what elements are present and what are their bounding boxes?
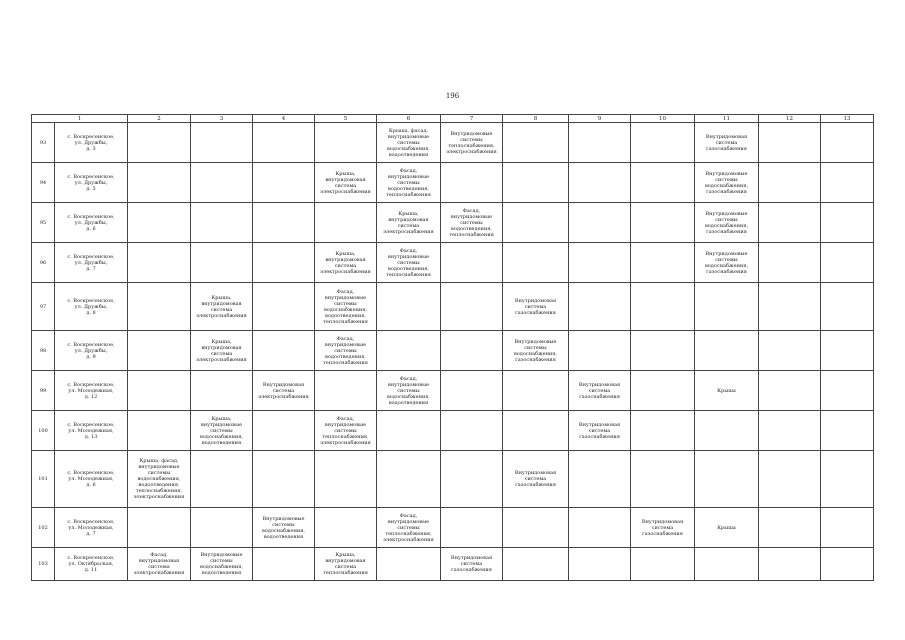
cell-text: Крыша, фасад, внутридомовые системы водоснабжения, водоотведения, теплоснабжения, электроснабжения [133, 458, 185, 500]
cell-text: Крыша, внутридомовая система электроснабжения [196, 338, 247, 363]
work-cell [759, 548, 821, 581]
repair-schedule-table [31, 114, 874, 581]
cell-text: 102 [38, 524, 48, 531]
work-cell [253, 451, 315, 508]
work-cell [128, 163, 191, 203]
page-number: 196 [445, 92, 460, 100]
work-cell [128, 508, 191, 548]
work-cell [315, 123, 377, 163]
work-cell [631, 331, 695, 371]
column-header: 10 [631, 115, 695, 123]
cell-text: Фасад, внутридомовые системы водоотведения, теплоснабжения [323, 335, 368, 366]
cell-text: Внутридомовая система газоснабжения [578, 381, 621, 400]
cell-text: 93 [39, 139, 47, 146]
work-cell [253, 243, 315, 283]
work-cell [377, 123, 441, 163]
work-cell [695, 331, 759, 371]
work-cell [503, 451, 569, 508]
work-cell [377, 331, 441, 371]
work-cell [441, 123, 503, 163]
address-cell [55, 451, 128, 508]
column-header: 5 [315, 115, 377, 123]
work-cell [315, 163, 377, 203]
work-cell [128, 451, 191, 508]
cell-text: Фасад, внутридомовые системы водоотведения, теплоснабжения [386, 247, 431, 278]
work-cell [569, 508, 631, 548]
work-cell [821, 451, 874, 508]
row-number-cell [32, 243, 55, 283]
work-cell [377, 508, 441, 548]
work-cell [191, 243, 253, 283]
work-cell [377, 411, 441, 451]
table-row [32, 331, 874, 371]
work-cell [377, 371, 441, 411]
work-cell [191, 123, 253, 163]
column-header: 7 [441, 115, 503, 123]
work-cell [569, 411, 631, 451]
column-header: 11 [695, 115, 759, 123]
work-cell [441, 283, 503, 331]
cell-text: Крыша, внутридомовая система электроснабжения [196, 294, 247, 319]
cell-text: 94 [39, 179, 47, 186]
work-cell [695, 548, 759, 581]
cell-text: Внутридомовые системы водоснабжения, газоснабжения [513, 338, 557, 363]
cell-text: с. Воскресенское, ул. Дружбы, д. 8 [67, 297, 115, 316]
cell-text: Фасад, внутридомовые системы водоснабжения, водоотведения, теплоснабжения [323, 288, 368, 325]
cell-text: Внутридомовые системы водоснабжения, водоотведения [261, 515, 305, 540]
work-cell [503, 283, 569, 331]
work-cell [253, 371, 315, 411]
work-cell [695, 243, 759, 283]
cell-text: Крыша [717, 524, 736, 531]
row-number-cell [32, 203, 55, 243]
work-cell [253, 548, 315, 581]
column-header: 12 [759, 115, 821, 123]
cell-text: с. Воскресенское, ул. Молодежная, д. 13 [67, 421, 115, 440]
work-cell [503, 411, 569, 451]
work-cell [191, 411, 253, 451]
cell-text: Фасад, внутридомовые системы водоотведения, теплоснабжения [386, 167, 431, 198]
work-cell [821, 163, 874, 203]
work-cell [315, 371, 377, 411]
work-cell [569, 283, 631, 331]
work-cell [441, 371, 503, 411]
work-cell [377, 283, 441, 331]
table-row [32, 163, 874, 203]
cell-text: с. Воскресенское, ул. Дружбы, д. 3 [67, 133, 115, 152]
work-cell [503, 123, 569, 163]
work-cell [631, 123, 695, 163]
work-cell [253, 123, 315, 163]
row-number-cell [32, 371, 55, 411]
work-cell [128, 371, 191, 411]
cell-text: Внутридомовая система электроснабжения [258, 381, 309, 400]
work-cell [759, 163, 821, 203]
work-cell [821, 203, 874, 243]
work-cell [253, 508, 315, 548]
cell-text: Внутридомовая система газоснабжения [578, 421, 621, 440]
work-cell [315, 451, 377, 508]
row-number-cell [32, 411, 55, 451]
work-cell [441, 243, 503, 283]
work-cell [377, 243, 441, 283]
work-cell [503, 203, 569, 243]
cell-text: Фасад, внутридомовые системы теплоснабжения, электроснабжения [383, 512, 434, 543]
work-cell [631, 243, 695, 283]
cell-text: с. Воскресенское, ул. Дружбы, д. 5 [67, 173, 115, 192]
work-cell [631, 548, 695, 581]
work-cell [503, 548, 569, 581]
work-cell [191, 548, 253, 581]
work-cell [315, 411, 377, 451]
work-cell [441, 451, 503, 508]
column-header: 1 [32, 115, 128, 123]
work-cell [253, 163, 315, 203]
address-cell [55, 123, 128, 163]
row-number-cell [32, 123, 55, 163]
work-cell [631, 203, 695, 243]
cell-text: с. Воскресенское, ул. Молодежная, д. 12 [67, 381, 115, 400]
cell-text: 96 [39, 259, 47, 266]
work-cell [253, 203, 315, 243]
cell-text: Крыша, внутридомовая система теплоснабжения [323, 552, 368, 576]
work-cell [128, 548, 191, 581]
work-cell [821, 508, 874, 548]
work-cell [377, 548, 441, 581]
work-cell [191, 283, 253, 331]
cell-text: Крыша, фасад, внутридомовые системы водоснабжения, водоотведения [386, 127, 430, 158]
work-cell [191, 371, 253, 411]
cell-text: с. Воскресенское, ул. Дружбы, д. 7 [67, 253, 115, 272]
cell-text: Внутридомовые системы водоснабжения, газоснабжения [704, 210, 748, 235]
work-cell [695, 371, 759, 411]
work-cell [191, 508, 253, 548]
table-row [32, 508, 874, 548]
table-row [32, 451, 874, 508]
address-cell [55, 243, 128, 283]
cell-text: 99 [39, 387, 47, 394]
address-cell [55, 203, 128, 243]
work-cell [569, 163, 631, 203]
work-cell [569, 123, 631, 163]
table-row [32, 123, 874, 163]
work-cell [569, 548, 631, 581]
column-header: 3 [191, 115, 253, 123]
work-cell [441, 163, 503, 203]
work-cell [759, 508, 821, 548]
row-number-cell [32, 331, 55, 371]
address-cell [55, 548, 128, 581]
table-row [32, 371, 874, 411]
work-cell [821, 243, 874, 283]
work-cell [315, 548, 377, 581]
work-cell [631, 451, 695, 508]
cell-text: Внутридомовая система газоснабжения [641, 518, 684, 537]
column-header: 6 [377, 115, 441, 123]
cell-text: Крыша, внутридомовая система электроснабжения [320, 170, 371, 195]
work-cell [569, 371, 631, 411]
work-cell [253, 411, 315, 451]
work-cell [821, 283, 874, 331]
cell-text: Внутридомовые системы теплоснабжения, электроснабжения [446, 130, 497, 155]
cell-text: Внутридомовая система газоснабжения [450, 555, 493, 573]
cell-text: Фасад, внутридомовые системы водоотведения, теплоснабжения [449, 207, 494, 238]
work-cell [631, 371, 695, 411]
work-cell [631, 283, 695, 331]
work-cell [631, 163, 695, 203]
work-cell [569, 331, 631, 371]
work-cell [631, 508, 695, 548]
column-header: 9 [569, 115, 631, 123]
work-cell [759, 243, 821, 283]
column-header: 4 [253, 115, 315, 123]
work-cell [253, 331, 315, 371]
cell-text: 97 [39, 303, 47, 310]
cell-text: Внутридомовая система газоснабжения [514, 297, 557, 316]
cell-text: с. Воскресенское, ул. Молодежная, д. 7 [67, 518, 115, 537]
cell-text: с. Воскресенское, ул. Дружбы, д. 6 [67, 213, 115, 232]
work-cell [569, 203, 631, 243]
work-cell [821, 371, 874, 411]
work-cell [253, 283, 315, 331]
work-cell [695, 123, 759, 163]
work-cell [821, 548, 874, 581]
cell-text: Фасад, внутридомовые системы теплоснабжения, электроснабжения [320, 415, 371, 446]
work-cell [695, 283, 759, 331]
row-number-cell [32, 163, 55, 203]
row-number-cell [32, 283, 55, 331]
work-cell [128, 411, 191, 451]
table-row [32, 411, 874, 451]
address-cell [55, 331, 128, 371]
work-cell [315, 331, 377, 371]
cell-text: с. Воскресенское, ул. Молодежная, д. 6 [67, 470, 115, 488]
work-cell [315, 243, 377, 283]
work-cell [631, 411, 695, 451]
cell-text: с. Воскресенское, ул. Октябрьская, д. 11 [67, 555, 115, 573]
work-cell [759, 411, 821, 451]
work-cell [191, 163, 253, 203]
work-cell [821, 123, 874, 163]
address-cell [55, 508, 128, 548]
work-cell [377, 163, 441, 203]
cell-text: 103 [38, 561, 48, 567]
cell-text: Крыша, внутридомовая система электроснабжения [320, 250, 371, 275]
cell-text: Внутридомовые системы водоснабжения, газоснабжения [704, 170, 748, 195]
work-cell [503, 331, 569, 371]
work-cell [759, 331, 821, 371]
work-cell [759, 451, 821, 508]
work-cell [821, 331, 874, 371]
column-header: 13 [821, 115, 874, 123]
cell-text: Внутридомовая система газоснабжения [514, 470, 557, 488]
work-cell [503, 243, 569, 283]
work-cell [191, 203, 253, 243]
work-cell [503, 371, 569, 411]
cell-text: 98 [39, 347, 47, 354]
cell-text: Внутридомовые системы водоснабжения, водоотведения [199, 552, 243, 576]
work-cell [128, 203, 191, 243]
address-cell [55, 163, 128, 203]
table-row [32, 283, 874, 331]
work-cell [315, 203, 377, 243]
work-cell [695, 508, 759, 548]
work-cell [377, 451, 441, 508]
table-row [32, 203, 874, 243]
column-header-row [32, 115, 874, 123]
cell-text: Внутридомовые системы водоснабжения, газоснабжения [704, 250, 748, 275]
work-cell [503, 508, 569, 548]
cell-text: Крыша, внутридомовая система электроснабжения [383, 210, 434, 235]
work-cell [695, 203, 759, 243]
row-number-cell [32, 451, 55, 508]
row-number-cell [32, 508, 55, 548]
work-cell [759, 203, 821, 243]
work-cell [315, 283, 377, 331]
work-cell [128, 283, 191, 331]
work-cell [821, 411, 874, 451]
work-cell [191, 331, 253, 371]
work-cell [695, 451, 759, 508]
work-cell [759, 283, 821, 331]
work-cell [441, 548, 503, 581]
work-cell [695, 411, 759, 451]
row-number-cell [32, 548, 55, 581]
address-cell [55, 283, 128, 331]
cell-text: 95 [39, 219, 47, 226]
work-cell [695, 163, 759, 203]
cell-text: 100 [38, 427, 48, 434]
work-cell [128, 331, 191, 371]
cell-text: Фасад, внутридомовые системы водоснабжения, водоотведения [386, 375, 430, 406]
work-cell [128, 123, 191, 163]
work-cell [759, 123, 821, 163]
work-cell [377, 203, 441, 243]
work-cell [569, 451, 631, 508]
cell-text: с. Воскресенское, ул. Дружбы, д. 9 [67, 341, 115, 360]
cell-text: Крыша [717, 387, 736, 394]
work-cell [569, 243, 631, 283]
work-cell [191, 451, 253, 508]
cell-text: 101 [38, 476, 48, 482]
work-cell [441, 411, 503, 451]
work-cell [315, 508, 377, 548]
table-row [32, 548, 874, 581]
cell-text: Внутридомовая система газоснабжения [705, 133, 748, 152]
work-cell [441, 331, 503, 371]
table-row [32, 243, 874, 283]
work-cell [441, 203, 503, 243]
work-cell [441, 508, 503, 548]
address-cell [55, 371, 128, 411]
column-header: 2 [128, 115, 191, 123]
address-cell [55, 411, 128, 451]
work-cell [503, 163, 569, 203]
work-cell [128, 243, 191, 283]
column-header: 8 [503, 115, 569, 123]
cell-text: Крыша, внутридомовые системы водоснабжения, водоотведения [199, 415, 243, 446]
work-cell [759, 371, 821, 411]
cell-text: Фасад, внутридомовая система электроснабжения [133, 552, 185, 576]
